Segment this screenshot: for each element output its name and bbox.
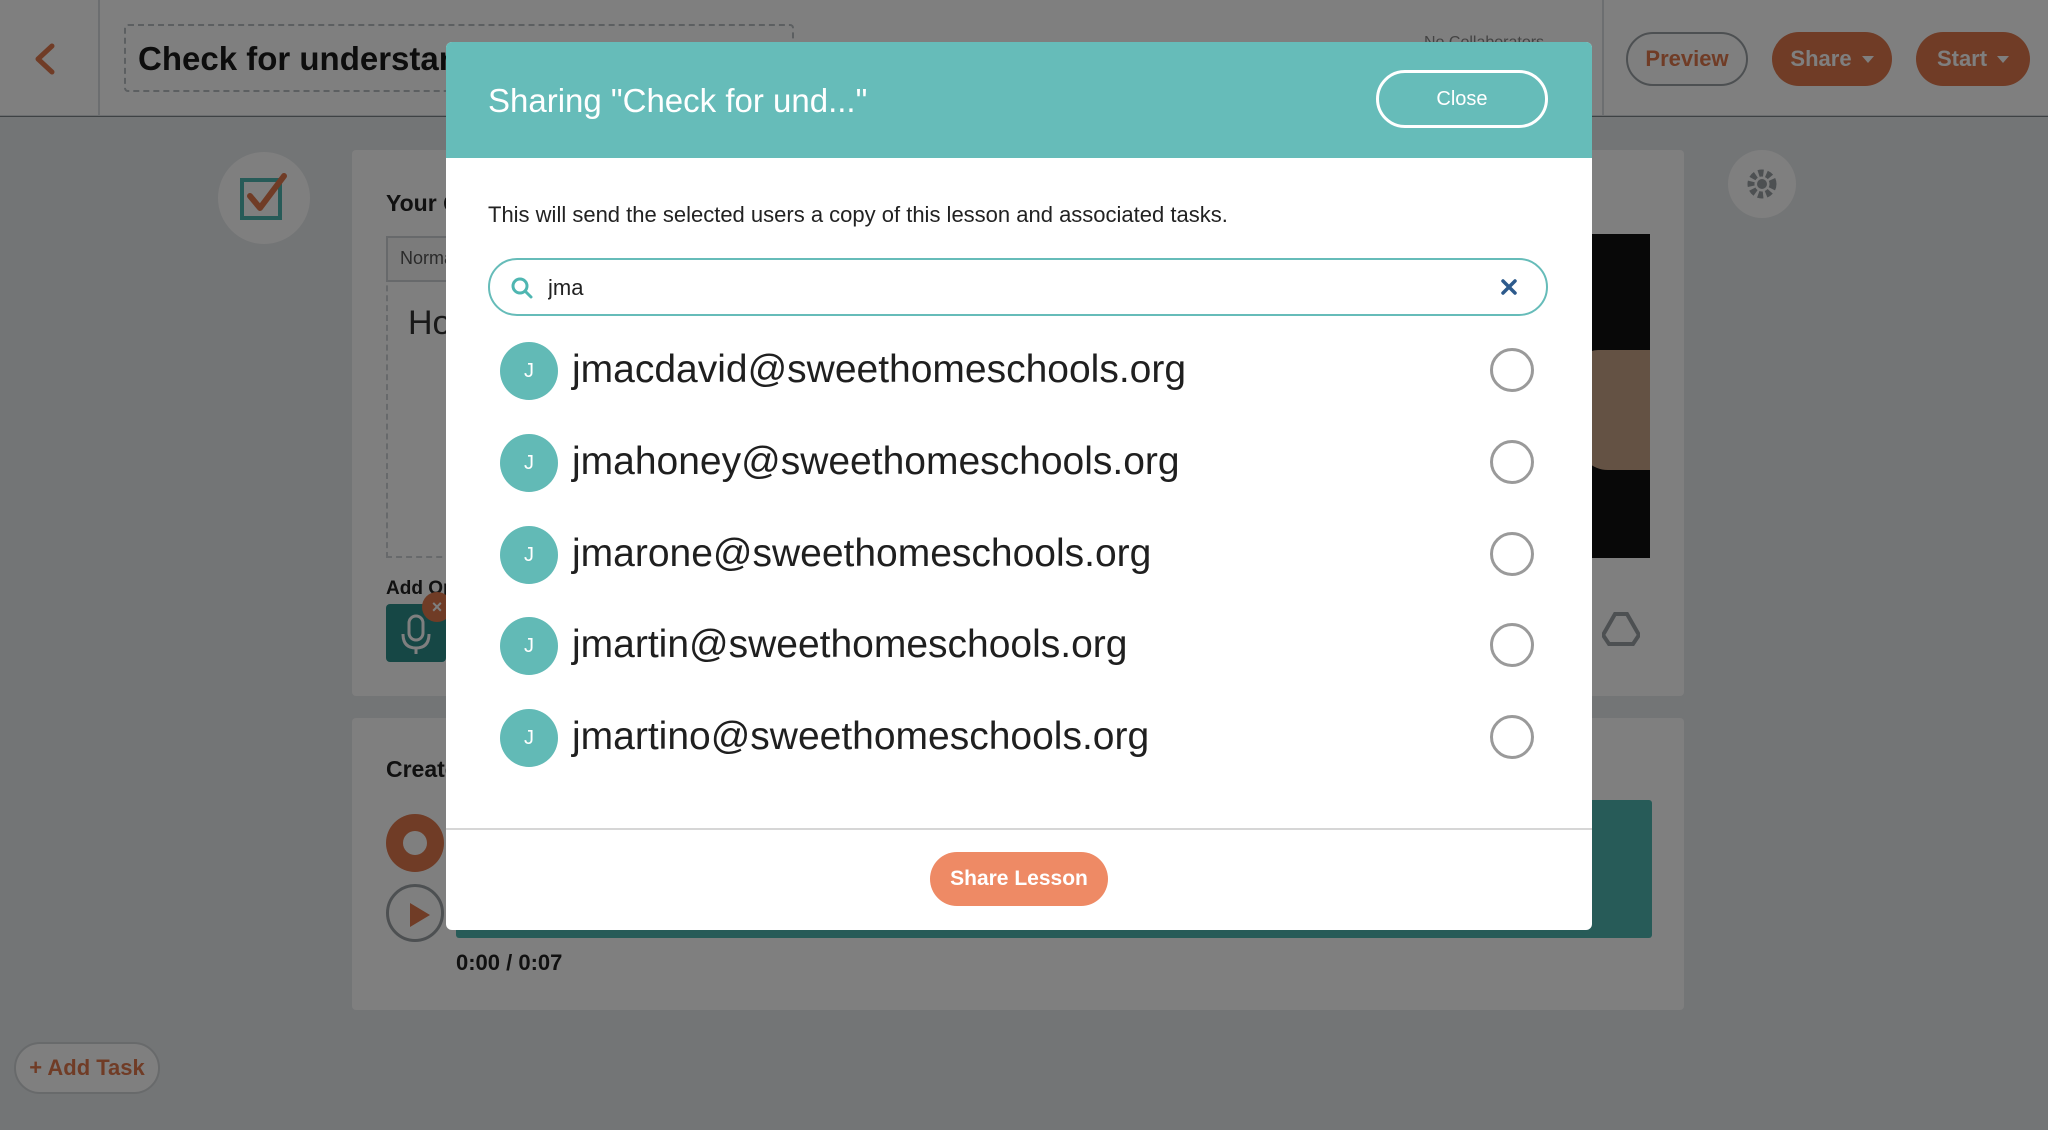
avatar: J (500, 709, 558, 767)
user-email: jmarone@sweethomeschools.org (572, 532, 1152, 575)
close-button[interactable]: Close (1376, 70, 1548, 128)
user-select-radio[interactable] (1490, 348, 1534, 392)
modal-header (446, 42, 1592, 158)
user-email: jmartino@sweethomeschools.org (572, 715, 1150, 758)
user-email: jmahoney@sweethomeschools.org (572, 440, 1180, 483)
user-select-radio[interactable] (1490, 715, 1534, 759)
avatar: J (500, 617, 558, 675)
search-icon (510, 276, 534, 300)
modal-footer (446, 828, 1592, 930)
user-select-radio[interactable] (1490, 623, 1534, 667)
avatar: J (500, 434, 558, 492)
user-select-radio[interactable] (1490, 440, 1534, 484)
avatar: J (500, 526, 558, 584)
share-lesson-button[interactable]: Share Lesson (930, 852, 1108, 906)
user-email: jmartin@sweethomeschools.org (572, 623, 1128, 666)
avatar: J (500, 342, 558, 400)
user-row[interactable] (500, 514, 1550, 596)
share-modal (446, 42, 1592, 930)
user-select-radio[interactable] (1490, 532, 1534, 576)
user-search-box (488, 258, 1548, 316)
user-row[interactable] (500, 697, 1550, 779)
clear-search-icon[interactable] (1498, 276, 1520, 298)
user-row[interactable] (500, 422, 1550, 504)
user-row[interactable] (500, 605, 1550, 687)
user-row[interactable] (500, 330, 1550, 412)
modal-title: Sharing "Check for und..." (488, 82, 868, 119)
user-search-input[interactable] (548, 270, 1448, 306)
user-email: jmacdavid@sweethomeschools.org (572, 348, 1187, 391)
modal-description: This will send the selected users a copy of this lesson and associated tasks. (488, 202, 1228, 227)
